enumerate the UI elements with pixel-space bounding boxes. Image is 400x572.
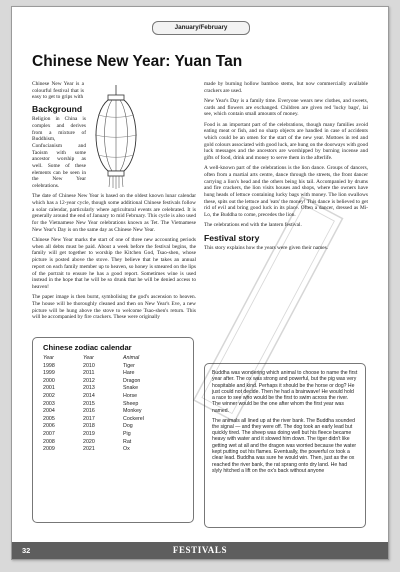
zodiac-cell: 2014 [83, 392, 95, 399]
zodiac-row [43, 378, 183, 386]
zodiac-cell: 2012 [83, 377, 95, 384]
zodiac-cell: 2019 [83, 430, 95, 437]
zodiac-cell: Rat [123, 438, 132, 445]
paragraph: New Year's Day is a family time. Everyone wears new clothes, and sweets, cards and flowers are exchanged. Children are given red 'lucky bags', lai see, which contain small amounts of money. [204, 97, 368, 118]
zodiac-cell: Hare [123, 370, 135, 377]
zodiac-cell: 2009 [43, 446, 55, 453]
lantern-illustration [90, 85, 142, 189]
zodiac-cell: 2004 [43, 408, 55, 415]
zodiac-title: Chinese zodiac calendar [43, 343, 132, 352]
zodiac-row [43, 431, 183, 439]
zodiac-row [43, 408, 183, 416]
zodiac-row [43, 446, 183, 454]
zodiac-cell: 1999 [43, 370, 55, 377]
background-heading: Background [32, 104, 83, 115]
zodiac-cell: Cockerel [123, 415, 144, 422]
zodiac-cell: 2020 [83, 438, 95, 445]
zodiac-cell: 2015 [83, 400, 95, 407]
intro-text: Chinese New Year is a colourful festival that is easy to get to grips with [32, 81, 84, 101]
zodiac-row [43, 416, 183, 424]
zodiac-cell: Dog [123, 423, 133, 430]
zodiac-rows [43, 363, 183, 454]
zodiac-cell: Tiger [123, 362, 135, 369]
paragraph: made by burning hollow bamboo stems, but now commercially available crackers are used. [204, 81, 368, 94]
zodiac-cell: 2001 [43, 385, 55, 392]
paragraph: Chinese New Year marks the start of one of three new accounting periods when all debts must be paid. About a week before the festival begins, the family will get together to worship the Kitchen God, Tsao-shen, whose picture is posted above the stove. They believe that he takes an annual report on each family member up to heaven, so honey is smeared on the lips of the portrait to ensure he has a good report. Sometimes wine is used instead in the hope that he will be so drunk that he will be denied access to heaven! [32, 237, 196, 290]
paragraph: The date of Chinese New Year is based on the oldest known lunar calendar which has a 12-year cycle, though some additional Chinese festivals follow a solar calendar, particularly where agricultural events are celebrated. It is generally around the end of January to mid February. This cycle is also used for the Vietnamese New Year celebrations known as Tet. The Vietnamese New Year's Day is on the same day as Chinese New Year. [32, 193, 196, 233]
zodiac-cell: 2008 [43, 438, 55, 445]
festival-story-heading: Festival story [204, 232, 260, 243]
paragraph: Food is an important part of the celebrations, though many families avoid eating meat or fish, and no sharp objects are handled in case of accidents which could be an omen for the start of the new year. Mottoes in red and gold colours associated with good luck, are hung on the doorways with good luck messages and the ancestors are worshipped by burning incense and gifts of food, drink and money to serve them in the afterlife. [204, 121, 368, 162]
zodiac-row [43, 423, 183, 431]
footer-bar [12, 542, 388, 559]
zodiac-row [43, 363, 183, 371]
paragraph: The paper image is then burnt, symbolising the god's ascension to heaven. The house will be thoroughly cleaned and then on New Year's Eve, a new picture will be hung above the stove to welcome Tsao-shen's return. This will be accompanied by fire crackers. These were originally [32, 294, 196, 321]
zodiac-cell: 2002 [43, 392, 55, 399]
zodiac-row [43, 385, 183, 393]
right-column [204, 81, 368, 255]
zodiac-cell: 2016 [83, 408, 95, 415]
paragraph: Religion in China is complex and derives from a mixture of Buddhism, Confucianism and Taoism with some ancestor worship as well. Some of these elements can be seen in the New Year celebrations. [32, 116, 86, 190]
zodiac-cell: 2011 [83, 370, 95, 377]
header-cell: Year [83, 355, 94, 361]
zodiac-cell: 2010 [83, 362, 95, 369]
zodiac-cell: Monkey [123, 408, 142, 415]
page [11, 6, 389, 560]
zodiac-cell: Dragon [123, 377, 141, 384]
festival-story-intro: This story explains how the years were given their names. [204, 244, 329, 251]
zodiac-cell: 2006 [43, 423, 55, 430]
zodiac-cell: 2018 [83, 423, 95, 430]
zodiac-calendar-box [32, 337, 194, 523]
zodiac-row [43, 393, 183, 401]
zodiac-cell: 2021 [83, 446, 95, 453]
story-paragraph: The animals all lined up at the river bank. The Buddha sounded the signal — and they were off. The dog took an early lead but quickly tired. The sheep was doing well but his fleece became heavy with water and it slowed him down. The tiger didn't like getting wet at all and the dragon was worried because the water kept putting out his flames. Eventually, the powerful ox took a clear lead. Buddha was sure he would win. Then, just as the ox reached the river bank, the rat sprang onto dry land. He had slyly hitched a lift on the ox's back without anyone [212, 417, 357, 474]
header-cell: Animal [123, 355, 140, 361]
zodiac-cell: 1998 [43, 362, 55, 369]
left-narrow-block [32, 116, 86, 190]
story-box [204, 363, 366, 528]
zodiac-cell: 2000 [43, 377, 55, 384]
zodiac-cell: Snake [123, 385, 139, 392]
header-cell: Year [43, 355, 54, 361]
story-paragraph: Buddha was wondering which animal to choose to name the first year after. The ox was strong and powerful, but the pig was very hospitable and kind. Perhaps it should be the horse or dog? He just could not decide. Then he had a brainwave! He would hold a race to see who would be the first to swim across the river. The winner would be the one after whom the first year was named. [212, 370, 358, 414]
section-name: FESTIVALS [172, 545, 228, 555]
zodiac-row [43, 370, 183, 378]
paragraph: A well-known part of the celebrations is the lion dance. Groups of dancers, often from a martial arts centre, dance through the streets, the front dancer carrying a lion's head and the others being his tail. Accompanied by drums and fire crackers, the lion visits houses and shops, where the owners have hung heads of lettuce containing lucky bags with money. The lion swallows these, spits out the lettuce and 'eats' the money! This dance is believed to get rid of evil and bring good luck in its place. Often a dancer, dressed as Mi-Lo, the Buddha to come, precedes the lion. [204, 165, 368, 219]
zodiac-row [43, 401, 183, 409]
zodiac-cell: 2003 [43, 400, 55, 407]
zodiac-cell: Sheep [123, 400, 139, 407]
zodiac-cell: 2013 [83, 385, 95, 392]
page-number: 32 [22, 546, 31, 555]
zodiac-row [43, 439, 183, 447]
zodiac-cell: Horse [123, 392, 138, 399]
zodiac-header-row [43, 355, 183, 363]
zodiac-cell: 2005 [43, 415, 55, 422]
month-tab: January/February [152, 21, 250, 35]
zodiac-cell: 2007 [43, 430, 55, 437]
zodiac-cell: 2017 [83, 415, 95, 422]
zodiac-cell: Pig [123, 430, 131, 437]
paragraph: The celebrations end with the lantern festival. [204, 222, 302, 229]
page-title: Chinese New Year: Yuan Tan [32, 53, 243, 70]
zodiac-cell: Ox [123, 446, 130, 453]
